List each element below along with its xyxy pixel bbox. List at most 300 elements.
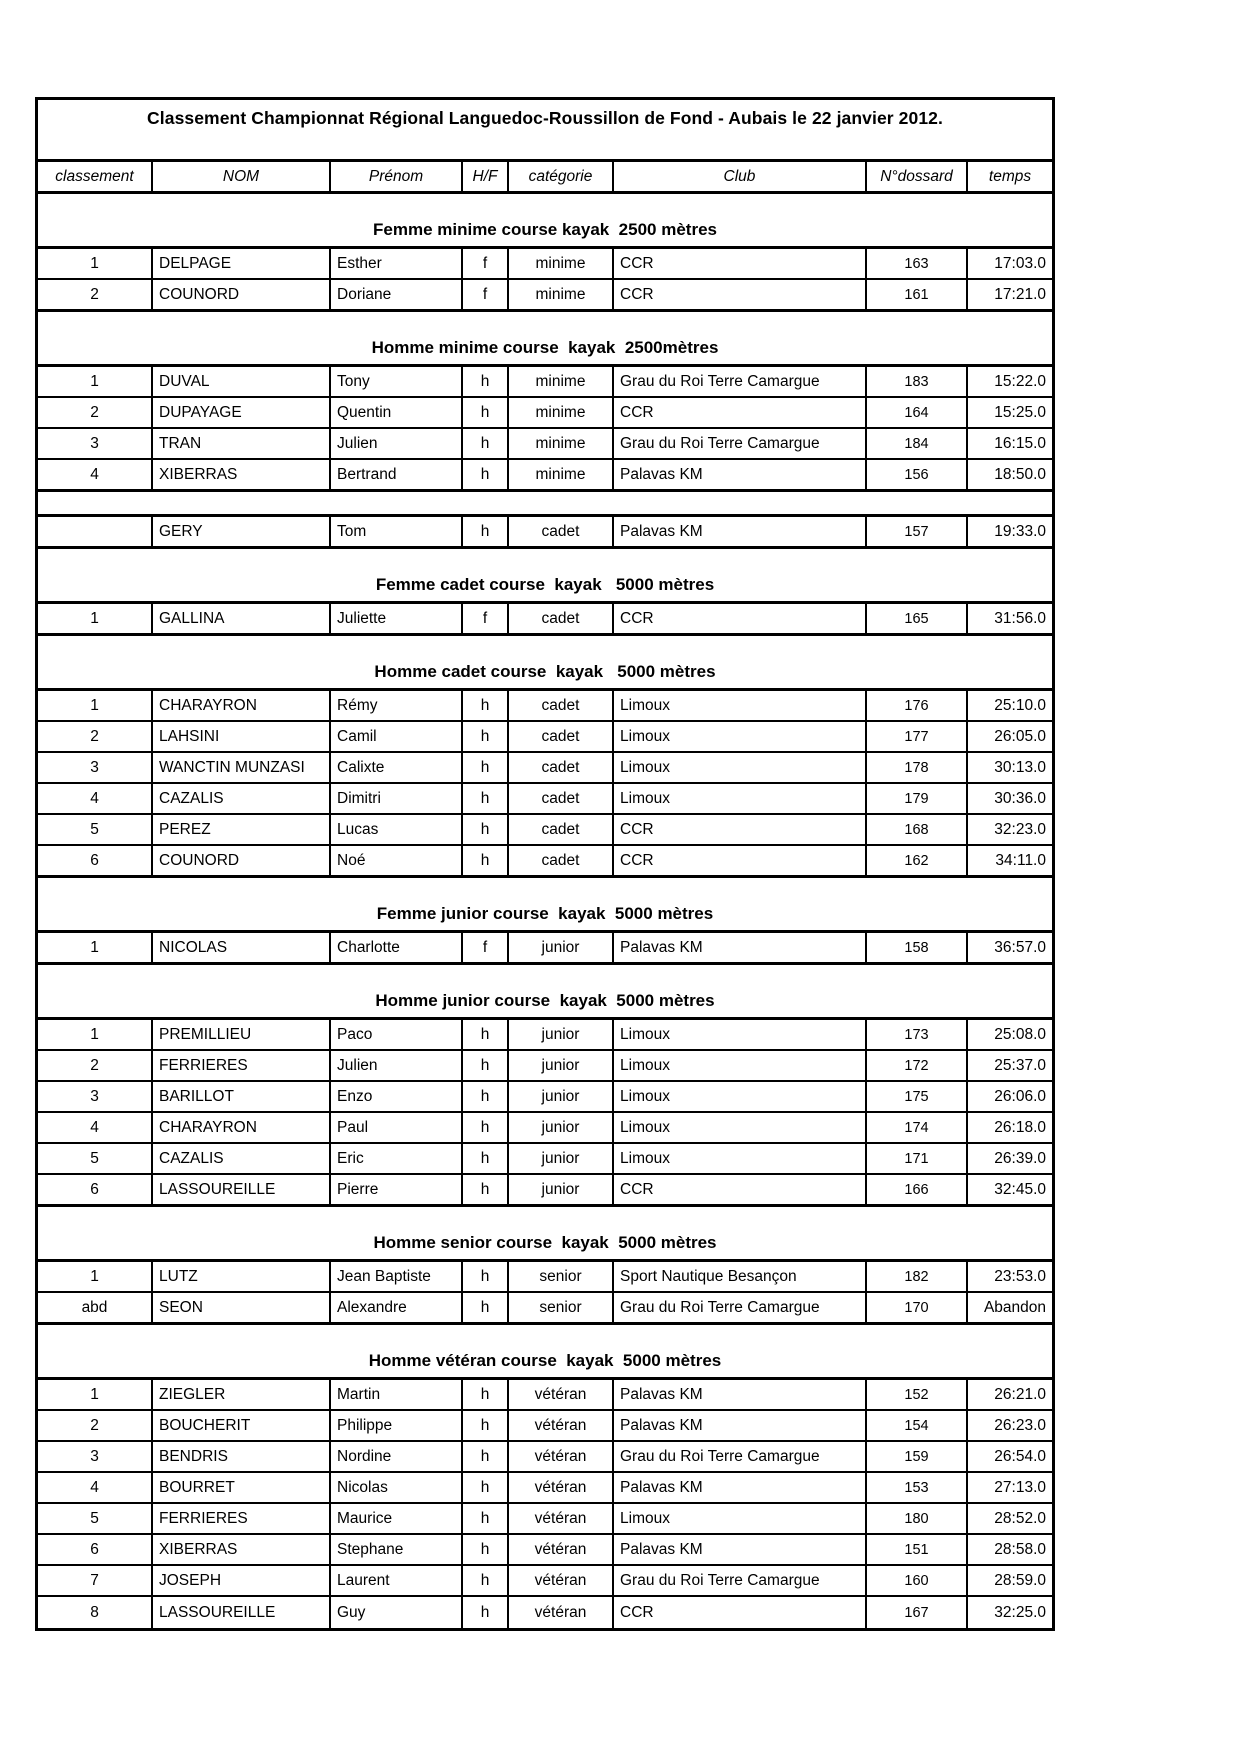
cell-club: Palavas KM <box>614 933 867 962</box>
cell-prenom: Eric <box>331 1144 463 1173</box>
cell-prenom: Juliette <box>331 604 463 633</box>
cell-nom: SEON <box>153 1293 331 1322</box>
document-title-box <box>38 100 1052 162</box>
result-row <box>38 1597 1052 1628</box>
cell-hf: h <box>463 1535 509 1564</box>
cell-hf: h <box>463 367 509 396</box>
cell-prenom: Pierre <box>331 1175 463 1204</box>
cell-hf: h <box>463 846 509 875</box>
cell-nom: COUNORD <box>153 280 331 309</box>
section-spacer <box>38 491 1052 517</box>
cell-club: CCR <box>614 1175 867 1204</box>
cell-dossard: 161 <box>867 280 968 309</box>
result-row <box>38 460 1052 491</box>
cell-prenom: Bertrand <box>331 460 463 489</box>
cell-hf: h <box>463 398 509 427</box>
cell-club: CCR <box>614 815 867 844</box>
cell-temps: 27:13.0 <box>994 1478 1046 1496</box>
cell-prenom: Dimitri <box>331 784 463 813</box>
cell-temps: 25:10.0 <box>994 696 1046 714</box>
cell-prenom: Paul <box>331 1113 463 1142</box>
cell-nom: JOSEPH <box>153 1566 331 1595</box>
cell-prenom: Nicolas <box>331 1473 463 1502</box>
cell-nom: GALLINA <box>153 604 331 633</box>
cell-nom: DELPAGE <box>153 249 331 278</box>
cell-dossard: 175 <box>867 1082 968 1111</box>
cell-nom: PREMILLIEU <box>153 1020 331 1049</box>
cell-nom: DUPAYAGE <box>153 398 331 427</box>
result-row <box>38 933 1052 964</box>
cell-classement: 5 <box>38 815 153 844</box>
cell-prenom: Martin <box>331 1380 463 1409</box>
cell-classement: 7 <box>38 1566 153 1595</box>
cell-hf: f <box>463 604 509 633</box>
result-row <box>38 753 1052 784</box>
results-table <box>35 97 1055 1631</box>
cell-prenom: Stephane <box>331 1535 463 1564</box>
cell-hf: h <box>463 1504 509 1533</box>
result-row <box>38 784 1052 815</box>
result-row <box>38 1113 1052 1144</box>
cell-categorie: cadet <box>509 815 614 844</box>
result-row <box>38 1175 1052 1206</box>
cell-dossard: 154 <box>867 1411 968 1440</box>
cell-temps: 26:39.0 <box>994 1149 1046 1167</box>
cell-nom: NICOLAS <box>153 933 331 962</box>
cell-temps: 26:18.0 <box>994 1118 1046 1136</box>
cell-dossard: 171 <box>867 1144 968 1173</box>
result-row <box>38 1051 1052 1082</box>
cell-club: Grau du Roi Terre Camargue <box>614 1442 867 1471</box>
cell-temps: 18:50.0 <box>994 465 1046 483</box>
cell-hf: h <box>463 517 509 546</box>
cell-classement: 3 <box>38 429 153 458</box>
cell-nom: XIBERRAS <box>153 460 331 489</box>
cell-classement: 3 <box>38 1442 153 1471</box>
cell-categorie: vétéran <box>509 1597 614 1628</box>
cell-nom: TRAN <box>153 429 331 458</box>
cell-dossard: 151 <box>867 1535 968 1564</box>
cell-classement: 4 <box>38 1113 153 1142</box>
cell-categorie: junior <box>509 933 614 962</box>
cell-categorie: minime <box>509 249 614 278</box>
cell-prenom: Noé <box>331 846 463 875</box>
cell-classement: 1 <box>38 249 153 278</box>
cell-temps: 26:23.0 <box>994 1416 1046 1434</box>
cell-dossard: 173 <box>867 1020 968 1049</box>
cell-nom: ZIEGLER <box>153 1380 331 1409</box>
cell-hf: h <box>463 1144 509 1173</box>
section-heading: Femme minime course kayak 2500 mètres <box>38 193 1052 249</box>
cell-hf: h <box>463 1411 509 1440</box>
cell-classement <box>38 517 153 546</box>
section-heading: Homme cadet course kayak 5000 mètres <box>38 635 1052 691</box>
cell-club: Limoux <box>614 1113 867 1142</box>
cell-dossard: 180 <box>867 1504 968 1533</box>
cell-temps: 31:56.0 <box>994 609 1046 627</box>
section-heading: Femme cadet course kayak 5000 mètres <box>38 548 1052 604</box>
cell-club: CCR <box>614 846 867 875</box>
cell-prenom: Charlotte <box>331 933 463 962</box>
cell-temps: 28:59.0 <box>994 1571 1046 1589</box>
cell-club: CCR <box>614 249 867 278</box>
cell-dossard: 158 <box>867 933 968 962</box>
cell-categorie: cadet <box>509 517 614 546</box>
result-section <box>38 877 1052 964</box>
cell-club: Limoux <box>614 722 867 751</box>
cell-nom: BOUCHERIT <box>153 1411 331 1440</box>
result-row <box>38 1411 1052 1442</box>
cell-prenom: Enzo <box>331 1082 463 1111</box>
cell-categorie: vétéran <box>509 1442 614 1471</box>
cell-classement: 3 <box>38 1082 153 1111</box>
cell-classement: 6 <box>38 846 153 875</box>
cell-temps: 28:58.0 <box>994 1540 1046 1558</box>
cell-dossard: 170 <box>867 1293 968 1322</box>
column-header-n-dossard: N°dossard <box>867 162 968 191</box>
cell-classement: 1 <box>38 604 153 633</box>
cell-categorie: junior <box>509 1144 614 1173</box>
cell-temps: 32:45.0 <box>994 1180 1046 1198</box>
cell-hf: h <box>463 1020 509 1049</box>
result-row <box>38 815 1052 846</box>
cell-hf: f <box>463 280 509 309</box>
cell-temps: 17:21.0 <box>994 285 1046 303</box>
cell-temps: 17:03.0 <box>994 254 1046 272</box>
column-header-club: Club <box>614 162 867 191</box>
cell-categorie: minime <box>509 429 614 458</box>
cell-temps: 32:23.0 <box>994 820 1046 838</box>
result-row <box>38 1504 1052 1535</box>
cell-dossard: 179 <box>867 784 968 813</box>
cell-club: CCR <box>614 398 867 427</box>
column-header-nom: NOM <box>153 162 331 191</box>
column-header-temps: temps <box>988 167 1032 185</box>
cell-dossard: 152 <box>867 1380 968 1409</box>
cell-prenom: Rémy <box>331 691 463 720</box>
cell-temps: 32:25.0 <box>994 1603 1046 1621</box>
cell-prenom: Paco <box>331 1020 463 1049</box>
section-heading: Homme senior course kayak 5000 mètres <box>38 1206 1052 1262</box>
cell-temps: 15:25.0 <box>994 403 1046 421</box>
result-section <box>38 635 1052 877</box>
result-section <box>38 1206 1052 1324</box>
cell-nom: LASSOUREILLE <box>153 1175 331 1204</box>
cell-club: Sport Nautique Besançon <box>614 1262 867 1291</box>
section-heading: Homme junior course kayak 5000 mètres <box>38 964 1052 1020</box>
cell-classement: 2 <box>38 1411 153 1440</box>
cell-classement: 6 <box>38 1535 153 1564</box>
cell-classement: 5 <box>38 1144 153 1173</box>
cell-hf: h <box>463 1113 509 1142</box>
cell-nom: BOURRET <box>153 1473 331 1502</box>
result-row <box>38 722 1052 753</box>
cell-club: CCR <box>614 1597 867 1628</box>
cell-classement: abd <box>38 1293 153 1322</box>
cell-nom: CAZALIS <box>153 1144 331 1173</box>
cell-classement: 2 <box>38 398 153 427</box>
cell-club: Palavas KM <box>614 1380 867 1409</box>
cell-categorie: cadet <box>509 691 614 720</box>
cell-prenom: Quentin <box>331 398 463 427</box>
cell-categorie: cadet <box>509 753 614 782</box>
cell-prenom: Jean Baptiste <box>331 1262 463 1291</box>
cell-hf: h <box>463 753 509 782</box>
cell-classement: 8 <box>38 1597 153 1628</box>
cell-hf: h <box>463 722 509 751</box>
cell-club: Palavas KM <box>614 1473 867 1502</box>
result-row <box>38 1380 1052 1411</box>
cell-hf: h <box>463 815 509 844</box>
cell-temps: 28:52.0 <box>994 1509 1046 1527</box>
result-row <box>38 1535 1052 1566</box>
cell-nom: WANCTIN MUNZASI <box>153 753 331 782</box>
result-row <box>38 691 1052 722</box>
cell-nom: CHARAYRON <box>153 691 331 720</box>
cell-categorie: junior <box>509 1020 614 1049</box>
cell-club: Limoux <box>614 784 867 813</box>
cell-club: Palavas KM <box>614 1411 867 1440</box>
cell-hf: h <box>463 1442 509 1471</box>
cell-hf: h <box>463 784 509 813</box>
cell-club: Limoux <box>614 691 867 720</box>
cell-temps: 15:22.0 <box>994 372 1046 390</box>
cell-categorie: cadet <box>509 784 614 813</box>
section-heading: Homme vétéran course kayak 5000 mètres <box>38 1324 1052 1380</box>
cell-hf: h <box>463 1566 509 1595</box>
result-section <box>38 1324 1052 1628</box>
cell-categorie: senior <box>509 1262 614 1291</box>
cell-nom: GERY <box>153 517 331 546</box>
cell-classement: 6 <box>38 1175 153 1204</box>
cell-dossard: 183 <box>867 367 968 396</box>
cell-categorie: vétéran <box>509 1535 614 1564</box>
cell-categorie: vétéran <box>509 1411 614 1440</box>
cell-classement: 4 <box>38 460 153 489</box>
cell-prenom: Tom <box>331 517 463 546</box>
cell-classement: 2 <box>38 722 153 751</box>
cell-temps: 26:05.0 <box>994 727 1046 745</box>
cell-dossard: 162 <box>867 846 968 875</box>
cell-dossard: 157 <box>867 517 968 546</box>
result-row <box>38 249 1052 280</box>
result-row <box>38 429 1052 460</box>
cell-classement: 1 <box>38 1380 153 1409</box>
column-header-pr-nom: Prénom <box>331 162 463 191</box>
cell-prenom: Tony <box>331 367 463 396</box>
cell-dossard: 153 <box>867 1473 968 1502</box>
cell-hf: h <box>463 1597 509 1628</box>
cell-dossard: 184 <box>867 429 968 458</box>
table-body <box>38 193 1052 1628</box>
cell-club: Limoux <box>614 1020 867 1049</box>
cell-nom: XIBERRAS <box>153 1535 331 1564</box>
cell-prenom: Camil <box>331 722 463 751</box>
cell-categorie: junior <box>509 1175 614 1204</box>
result-row <box>38 604 1052 635</box>
cell-hf: h <box>463 460 509 489</box>
cell-dossard: 176 <box>867 691 968 720</box>
cell-classement: 3 <box>38 753 153 782</box>
cell-club: CCR <box>614 280 867 309</box>
result-row <box>38 1262 1052 1293</box>
cell-club: Limoux <box>614 1144 867 1173</box>
cell-dossard: 159 <box>867 1442 968 1471</box>
cell-temps: 26:06.0 <box>994 1087 1046 1105</box>
cell-club: Grau du Roi Terre Camargue <box>614 429 867 458</box>
result-section <box>38 193 1052 311</box>
result-row <box>38 1442 1052 1473</box>
result-section <box>38 964 1052 1206</box>
cell-classement: 1 <box>38 691 153 720</box>
cell-dossard: 172 <box>867 1051 968 1080</box>
result-row <box>38 846 1052 877</box>
cell-dossard: 168 <box>867 815 968 844</box>
result-section <box>38 491 1052 548</box>
cell-temps: 36:57.0 <box>994 938 1046 956</box>
cell-dossard: 156 <box>867 460 968 489</box>
cell-prenom: Lucas <box>331 815 463 844</box>
cell-temps: 23:53.0 <box>994 1267 1046 1285</box>
cell-club: Palavas KM <box>614 460 867 489</box>
result-row <box>38 1082 1052 1113</box>
cell-temps: 25:08.0 <box>994 1025 1046 1043</box>
cell-classement: 2 <box>38 1051 153 1080</box>
column-header-classement: classement <box>38 162 153 191</box>
cell-prenom: Alexandre <box>331 1293 463 1322</box>
result-section <box>38 548 1052 635</box>
cell-nom: BENDRIS <box>153 1442 331 1471</box>
result-row <box>38 367 1052 398</box>
cell-categorie: senior <box>509 1293 614 1322</box>
cell-classement: 4 <box>38 784 153 813</box>
cell-dossard: 165 <box>867 604 968 633</box>
result-row <box>38 1293 1052 1324</box>
cell-hf: f <box>463 249 509 278</box>
cell-nom: LASSOUREILLE <box>153 1597 331 1628</box>
section-heading: Homme minime course kayak 2500mètres <box>38 311 1052 367</box>
cell-categorie: junior <box>509 1051 614 1080</box>
cell-club: Palavas KM <box>614 1535 867 1564</box>
cell-prenom: Nordine <box>331 1442 463 1471</box>
cell-hf: h <box>463 1262 509 1291</box>
cell-nom: DUVAL <box>153 367 331 396</box>
cell-categorie: vétéran <box>509 1473 614 1502</box>
cell-hf: h <box>463 429 509 458</box>
cell-temps: 16:15.0 <box>994 434 1046 452</box>
cell-classement: 2 <box>38 280 153 309</box>
cell-club: Limoux <box>614 1504 867 1533</box>
cell-temps: 19:33.0 <box>994 522 1046 540</box>
cell-classement: 5 <box>38 1504 153 1533</box>
cell-dossard: 182 <box>867 1262 968 1291</box>
cell-hf: h <box>463 1175 509 1204</box>
cell-dossard: 167 <box>867 1597 968 1628</box>
cell-categorie: vétéran <box>509 1504 614 1533</box>
cell-nom: LUTZ <box>153 1262 331 1291</box>
cell-club: Limoux <box>614 1051 867 1080</box>
cell-classement: 1 <box>38 367 153 396</box>
result-row <box>38 1144 1052 1175</box>
cell-classement: 4 <box>38 1473 153 1502</box>
cell-categorie: cadet <box>509 846 614 875</box>
cell-categorie: cadet <box>509 722 614 751</box>
cell-classement: 1 <box>38 933 153 962</box>
cell-categorie: junior <box>509 1113 614 1142</box>
cell-club: Limoux <box>614 1082 867 1111</box>
cell-hf: h <box>463 1473 509 1502</box>
cell-hf: h <box>463 691 509 720</box>
cell-categorie: vétéran <box>509 1566 614 1595</box>
result-section <box>38 311 1052 491</box>
cell-nom: CAZALIS <box>153 784 331 813</box>
cell-hf: h <box>463 1380 509 1409</box>
cell-hf: f <box>463 933 509 962</box>
cell-prenom: Philippe <box>331 1411 463 1440</box>
cell-prenom: Laurent <box>331 1566 463 1595</box>
cell-categorie: cadet <box>509 604 614 633</box>
cell-nom: BARILLOT <box>153 1082 331 1111</box>
section-heading: Femme junior course kayak 5000 mètres <box>38 877 1052 933</box>
document-title: Classement Championnat Régional Languedoc-Roussillon de Fond - Aubais le 22 janvier 2012. <box>147 108 943 128</box>
result-row <box>38 1566 1052 1597</box>
cell-prenom: Guy <box>331 1597 463 1628</box>
cell-nom: COUNORD <box>153 846 331 875</box>
cell-categorie: minime <box>509 367 614 396</box>
cell-prenom: Esther <box>331 249 463 278</box>
result-row <box>38 517 1052 548</box>
cell-temps: 30:13.0 <box>994 758 1046 776</box>
cell-dossard: 163 <box>867 249 968 278</box>
cell-nom: FERRIERES <box>153 1051 331 1080</box>
cell-categorie: vétéran <box>509 1380 614 1409</box>
cell-club: Limoux <box>614 753 867 782</box>
cell-hf: h <box>463 1051 509 1080</box>
table-header-row <box>38 162 1052 193</box>
cell-hf: h <box>463 1082 509 1111</box>
cell-temps: Abandon <box>983 1298 1046 1316</box>
cell-dossard: 160 <box>867 1566 968 1595</box>
cell-club: Grau du Roi Terre Camargue <box>614 1293 867 1322</box>
cell-dossard: 177 <box>867 722 968 751</box>
result-row <box>38 1020 1052 1051</box>
cell-prenom: Calixte <box>331 753 463 782</box>
cell-nom: FERRIERES <box>153 1504 331 1533</box>
cell-temps: 25:37.0 <box>994 1056 1046 1074</box>
cell-club: Grau du Roi Terre Camargue <box>614 367 867 396</box>
cell-dossard: 178 <box>867 753 968 782</box>
cell-prenom: Julien <box>331 429 463 458</box>
cell-hf: h <box>463 1293 509 1322</box>
cell-club: Palavas KM <box>614 517 867 546</box>
cell-temps: 30:36.0 <box>994 789 1046 807</box>
result-row <box>38 280 1052 311</box>
cell-nom: LAHSINI <box>153 722 331 751</box>
result-row <box>38 1473 1052 1504</box>
cell-classement: 1 <box>38 1020 153 1049</box>
cell-categorie: minime <box>509 460 614 489</box>
cell-dossard: 174 <box>867 1113 968 1142</box>
cell-temps: 26:54.0 <box>994 1447 1046 1465</box>
result-row <box>38 398 1052 429</box>
cell-dossard: 164 <box>867 398 968 427</box>
column-header-cat-gorie: catégorie <box>509 162 614 191</box>
cell-nom: CHARAYRON <box>153 1113 331 1142</box>
cell-club: Grau du Roi Terre Camargue <box>614 1566 867 1595</box>
cell-classement: 1 <box>38 1262 153 1291</box>
cell-dossard: 166 <box>867 1175 968 1204</box>
cell-nom: PEREZ <box>153 815 331 844</box>
